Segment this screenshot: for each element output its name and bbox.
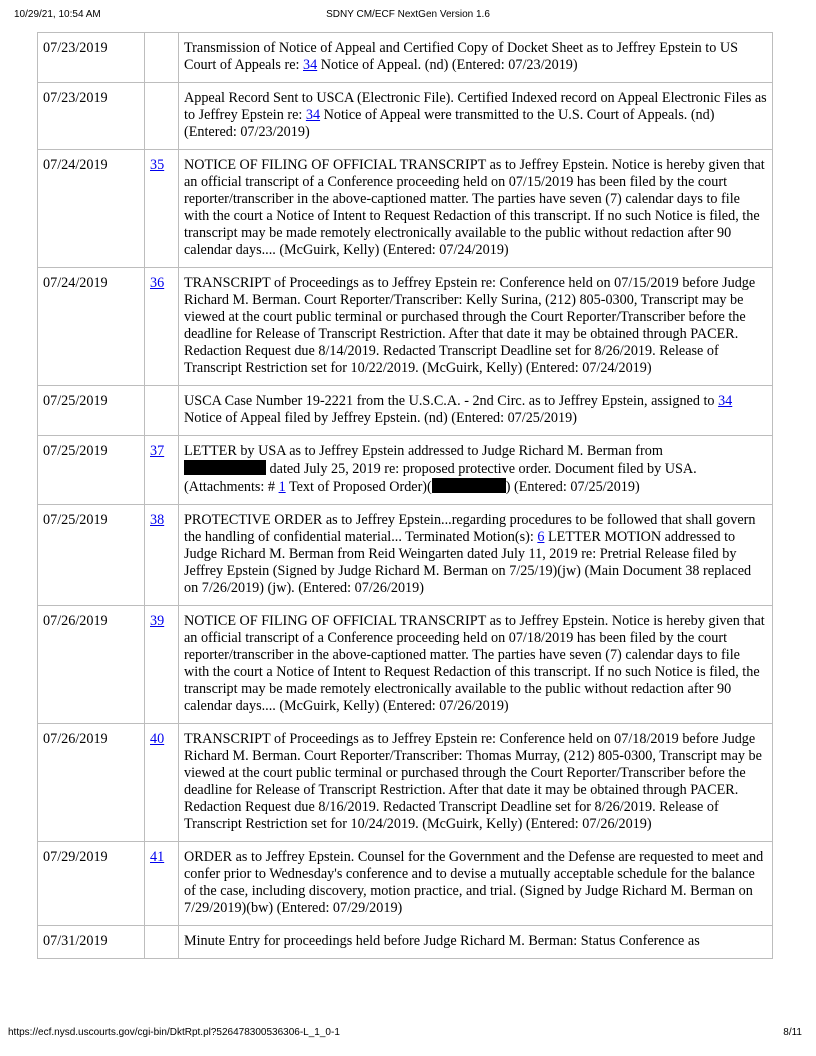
table-row [38, 386, 773, 436]
entry-text: NOTICE OF FILING OF OFFICIAL TRANSCRIPT as to Jeffrey Epstein. Notice is hereby given that an official transcript of a Conference proceeding held on 07/15/2019 has been filed by the court reporter/transcriber in the above-captioned matter. The parties have seven (7) calendar days to file with the court a Notice of Intent to Request Redaction of this transcript. If no such Notice is filed, the transcript may be made remotely electronically available to the public without redaction after 90 calendar days.... (McGuirk, Kelly) (Entered: 07/24/2019) [179, 150, 773, 268]
page-number: 8/11 [783, 1027, 802, 1038]
entry-text: PROTECTIVE ORDER as to Jeffrey Epstein...regarding procedures to be followed that shall govern the handling of confidential material... Terminated Motion(s): 6 LETTER MOTION addressed to Judge Richard M. Berman from Reid Weingarten dated July 11, 2019 re: Pretrial Release filed by Jeffrey Epstein (Signed by Judge Richard M. Berman on 7/25/19)(jw) (Main Document 38 replaced on 7/26/2019) (jw). (Entered: 07/26/2019) [179, 505, 773, 606]
page-url: https://ecf.nysd.uscourts.gov/cgi-bin/DktRpt.pl?526478300536306-L_1_0-1 [8, 1027, 340, 1038]
table-row [38, 83, 773, 150]
entry-text: TRANSCRIPT of Proceedings as to Jeffrey Epstein re: Conference held on 07/18/2019 before Judge Richard M. Berman. Court Reporter/Transcriber: Thomas Murray, (212) 805-0300, Transcript may be viewed at the court public terminal or purchased through the Court Reporter/Transcriber before the deadline for Release of Transcript Restriction. After that date it may be obtained through PACER. Redaction Request due 8/16/2019. Redacted Transcript Deadline set for 8/26/2019. Release of Transcript Restriction set for 10/24/2019. (McGuirk, Kelly) (Entered: 07/26/2019) [179, 724, 773, 842]
entry-number [145, 724, 179, 842]
print-datetime: 10/29/21, 10:54 AM [14, 9, 101, 20]
table-row [38, 436, 773, 505]
entry-number [145, 436, 179, 505]
entry-number [145, 842, 179, 926]
entry-date: 07/26/2019 [38, 606, 145, 724]
entry-date: 07/25/2019 [38, 505, 145, 606]
entry-date: 07/23/2019 [38, 33, 145, 83]
docket-link-37[interactable]: 37 [150, 443, 165, 459]
entry-number [145, 386, 179, 436]
docket-link-41[interactable]: 41 [150, 849, 165, 865]
entry-date: 07/31/2019 [38, 926, 145, 959]
entry-date: 07/24/2019 [38, 150, 145, 268]
entry-text: NOTICE OF FILING OF OFFICIAL TRANSCRIPT as to Jeffrey Epstein. Notice is hereby given that an official transcript of a Conference proceeding held on 07/18/2019 has been filed by the court reporter/transcriber in the above-captioned matter. The parties have seven (7) calendar days to file with the court a Notice of Intent to Request Redaction of this transcript. If no such Notice is filed, the transcript may be made remotely electronically available to the public without redaction after 90 calendar days.... (McGuirk, Kelly) (Entered: 07/26/2019) [179, 606, 773, 724]
entry-text: ORDER as to Jeffrey Epstein. Counsel for the Government and the Defense are requested to meet and confer prior to Wednesday's conference and to devise a mutually acceptable schedule for the balance of the case, including discovery, motion practice, and trial. (Signed by Judge Richard M. Berman on 7/29/2019)(bw) (Entered: 07/29/2019) [179, 842, 773, 926]
entry-date: 07/29/2019 [38, 842, 145, 926]
entry-date: 07/25/2019 [38, 386, 145, 436]
table-row [38, 724, 773, 842]
table-row [38, 33, 773, 83]
entry-number [145, 505, 179, 606]
entry-number [145, 83, 179, 150]
entry-text: Appeal Record Sent to USCA (Electronic File). Certified Indexed record on Appeal Electronic Files as to Jeffrey Epstein re: 34 Notice of Appeal were transmitted to the U.S. Court of Appeals. (nd) (Entered: 07/23/2019) [179, 83, 773, 150]
entry-date: 07/25/2019 [38, 436, 145, 505]
attachment-link-1[interactable]: 1 [278, 479, 286, 495]
entry-text: TRANSCRIPT of Proceedings as to Jeffrey Epstein re: Conference held on 07/15/2019 before Judge Richard M. Berman. Court Reporter/Transcriber: Kelly Surina, (212) 805-0300, Transcript may be viewed at the court public terminal or purchased through the Court Reporter/Transcriber before the deadline for Release of Transcript Restriction. After that date it may be obtained through PACER. Redaction Request due 8/14/2019. Redacted Transcript Deadline set for 8/26/2019. Release of Transcript Restriction set for 10/22/2019. (McGuirk, Kelly) (Entered: 07/24/2019) [179, 268, 773, 386]
entry-text: USCA Case Number 19-2221 from the U.S.C.A. - 2nd Circ. as to Jeffrey Epstein, assigned to 34 Notice of Appeal filed by Jeffrey Epstein. (nd) (Entered: 07/25/2019) [179, 386, 773, 436]
docket-table [37, 32, 773, 959]
entry-date: 07/26/2019 [38, 724, 145, 842]
docket-link-40[interactable]: 40 [150, 731, 165, 747]
entry-text: Minute Entry for proceedings held before Judge Richard M. Berman: Status Conference as [179, 926, 773, 959]
print-header [0, 6, 816, 22]
entry-number [145, 268, 179, 386]
print-footer [0, 1026, 816, 1042]
entry-number [145, 150, 179, 268]
redaction-box [184, 460, 266, 475]
docket-link-39[interactable]: 39 [150, 613, 165, 629]
entry-date: 07/23/2019 [38, 83, 145, 150]
docket-link-36[interactable]: 36 [150, 275, 165, 291]
entry-number [145, 606, 179, 724]
docket-link-34[interactable]: 34 [718, 393, 733, 409]
entry-text: Transmission of Notice of Appeal and Certified Copy of Docket Sheet as to Jeffrey Epstein to US Court of Appeals re: 34 Notice of Appeal. (nd) (Entered: 07/23/2019) [179, 33, 773, 83]
table-row [38, 842, 773, 926]
docket-link-34[interactable]: 34 [303, 57, 318, 73]
docket-link-34[interactable]: 34 [305, 107, 321, 123]
docket-link-38[interactable]: 38 [150, 512, 165, 528]
docket-link-35[interactable]: 35 [150, 157, 165, 173]
table-row [38, 268, 773, 386]
table-row [38, 150, 773, 268]
entry-date: 07/24/2019 [38, 268, 145, 386]
entry-number [145, 926, 179, 959]
entry-number [145, 33, 179, 83]
print-title: SDNY CM/ECF NextGen Version 1.6 [326, 9, 490, 20]
docket-link-6[interactable]: 6 [537, 529, 545, 545]
table-row [38, 606, 773, 724]
entry-text: LETTER by USA as to Jeffrey Epstein addressed to Judge Richard M. Berman from dated July 25, 2019 re: proposed protective order. Document filed by USA. (Attachments: # 1 Text of Proposed Order)( ) (Entered: 07/25/2019) [179, 436, 773, 505]
redaction-box [432, 478, 506, 493]
table-row [38, 926, 773, 959]
table-row [38, 505, 773, 606]
